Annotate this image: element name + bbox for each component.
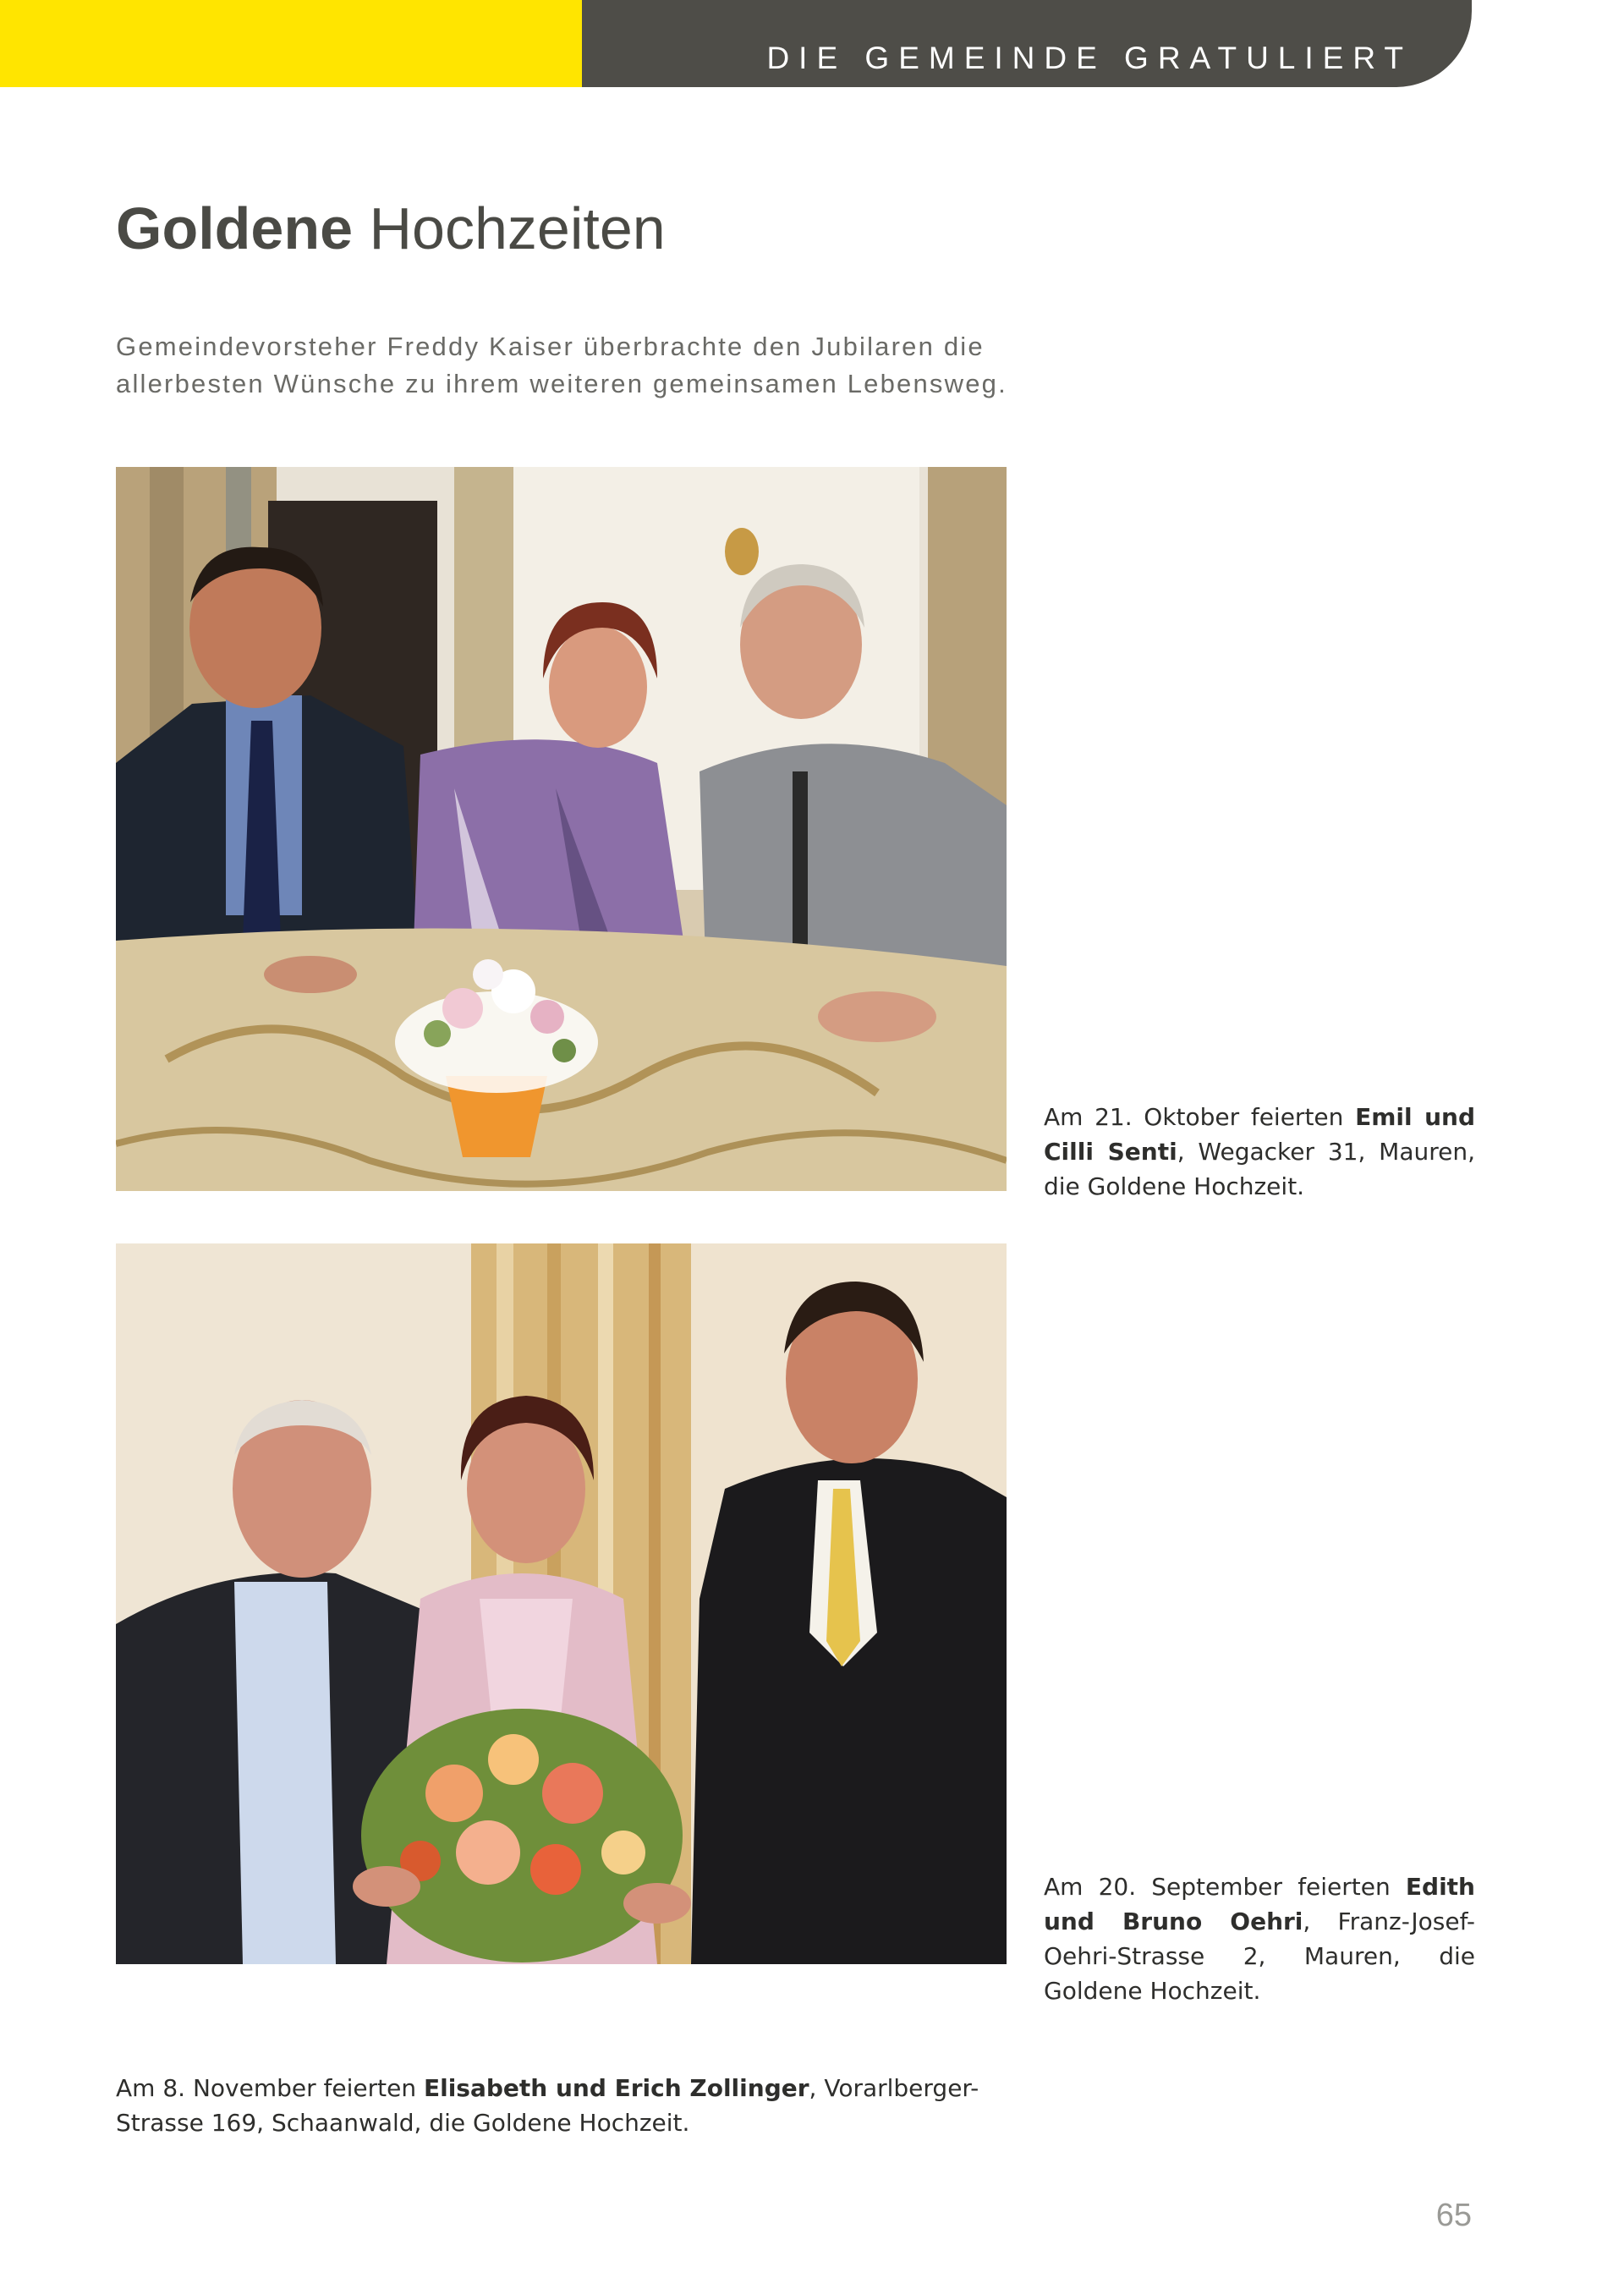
caption-oehri-suffix: , Franz-Josef-Oehri-Strasse 2, Mauren, die Goldene Hochzeit. <box>1044 1907 1476 2005</box>
photo-senti-couple <box>116 467 1007 1191</box>
caption-zollinger-names: Elisabeth und Erich Zollinger <box>423 2074 809 2102</box>
caption-zollinger <box>116 2071 1046 2140</box>
caption-zollinger-prefix: Am 8. November feierten <box>116 2074 424 2102</box>
intro-line-2: allerbesten Wünsche zu ihrem weiteren gemeinsamen Lebensweg. <box>116 369 1007 398</box>
caption-senti-names: Emil und Cilli Senti <box>1044 1103 1476 1166</box>
section-title: DIE GEMEINDE GRATULIERT <box>766 41 1413 75</box>
caption-zollinger-suffix: , Vorarlberger-Strasse 169, Schaanwald, die Goldene Hochzeit. <box>116 2074 979 2137</box>
caption-oehri-prefix: Am 20. September feierten <box>1044 1873 1406 1901</box>
title-regular-word: Hochzeiten <box>369 195 666 261</box>
title-bold-word: Goldene <box>116 195 354 261</box>
page-title <box>116 195 666 262</box>
caption-oehri <box>1044 1869 1475 2008</box>
caption-senti-prefix: Am 21. Oktober feierten <box>1044 1103 1356 1131</box>
photo-oehri-couple <box>116 1243 1007 1964</box>
caption-oehri-names: Edith und Bruno Oehri <box>1044 1873 1475 1935</box>
caption-senti-suffix: , Wegacker 31, Mauren, die Goldene Hochzeit. <box>1044 1138 1476 1200</box>
section-header-band <box>582 0 1472 87</box>
intro-paragraph <box>116 328 1046 403</box>
intro-line-1: Gemeindevorsteher Freddy Kaiser überbrachte den Jubilaren die <box>116 332 985 361</box>
header-accent-bar <box>0 0 582 87</box>
caption-senti <box>1044 1100 1475 1204</box>
page-number: 65 <box>1435 2198 1472 2233</box>
